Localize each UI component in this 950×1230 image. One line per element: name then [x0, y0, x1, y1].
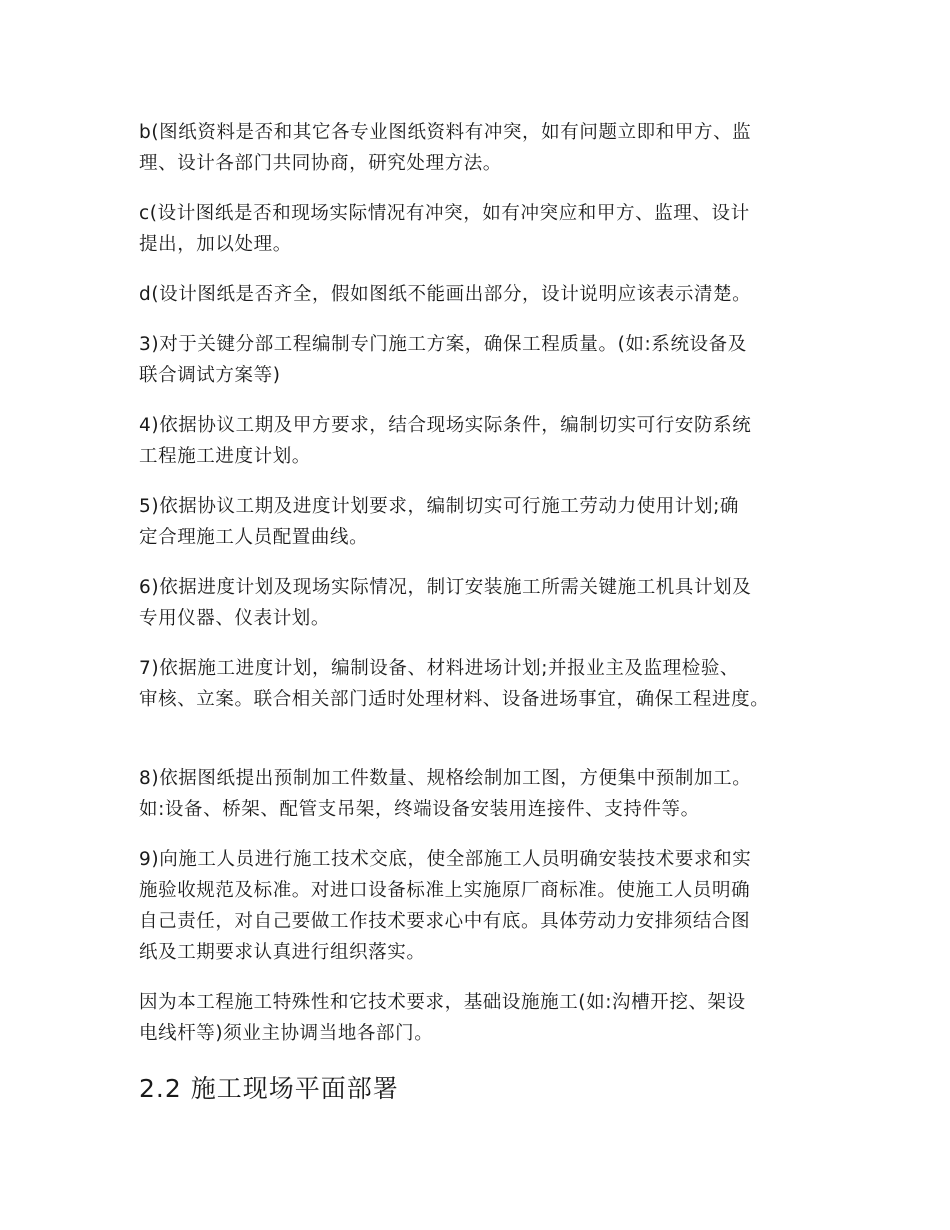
section-heading: 2.2 施工现场平面部署	[139, 1074, 399, 1103]
paragraph-line: 审核、立案。联合相关部门适时处理材料、设备进场事宜，确保工程进度。	[139, 689, 770, 710]
document-body	[139, 117, 829, 1107]
paragraph-line: 3)对于关键分部工程编制专门施工方案，确保工程质量。(如:系统设备及	[139, 334, 747, 355]
paragraph-line: 施验收规范及标准。对进口设备标准上实施原厂商标准。使施工人员明确	[139, 880, 751, 901]
paragraph-item-8	[139, 763, 829, 825]
paragraph-line: c(设计图纸是否和现场实际情况有冲突，如有冲突应和甲方、监理、设计	[139, 203, 750, 224]
paragraph-line: 专用仪器、仪表计划。	[139, 608, 331, 629]
paragraph-line: 纸及工期要求认真进行组织落实。	[139, 942, 426, 963]
paragraph-line: 理、设计各部门共同协商，研究处理方法。	[139, 153, 502, 174]
paragraph-item-6	[139, 572, 829, 634]
paragraph-line: 8)依据图纸提出预制加工件数量、规格绘制加工图，方便集中预制加工。	[139, 768, 752, 789]
paragraph-line: 定合理施工人员配置曲线。	[139, 527, 369, 548]
paragraph-item-3	[139, 329, 829, 391]
paragraph-item-4	[139, 410, 829, 472]
paragraph-line: 电线杆等)须业主协调当地各部门。	[139, 1023, 434, 1044]
paragraph-item-5	[139, 491, 829, 553]
paragraph-line: 6)依据进度计划及现场实际情况，制订安装施工所需关键施工机具计划及	[139, 577, 752, 598]
paragraph-line: 提出，加以处理。	[139, 234, 292, 255]
paragraph-line: 7)依据施工进度计划，编制设备、材料进场计划;并报业主及监理检验、	[139, 658, 740, 679]
paragraph-c	[139, 198, 829, 260]
paragraph-line: 因为本工程施工特殊性和它技术要求，基础设施施工(如:沟槽开挖、架设	[139, 992, 746, 1013]
paragraph-item-9	[139, 844, 829, 968]
paragraph-b	[139, 117, 829, 179]
paragraph-line: 联合调试方案等)	[139, 365, 281, 386]
paragraph-infrastructure	[139, 987, 829, 1049]
paragraph-line: b(图纸资料是否和其它各专业图纸资料有冲突，如有问题立即和甲方、监	[139, 122, 752, 143]
paragraph-line: 自己责任，对自己要做工作技术要求心中有底。具体劳动力安排须结合图	[139, 911, 751, 932]
paragraph-line: 4)依据协议工期及甲方要求，结合现场实际条件，编制切实可行安防系统	[139, 415, 752, 436]
paragraph-line: 工程施工进度计划。	[139, 446, 311, 467]
paragraph-line: d(设计图纸是否齐全，假如图纸不能画出部分，设计说明应该表示清楚。	[139, 284, 752, 305]
paragraph-item-7	[139, 653, 829, 715]
paragraph-line: 5)依据协议工期及进度计划要求，编制切实可行施工劳动力使用计划;确	[139, 496, 740, 517]
paragraph-line: 如:设备、桥架、配管支吊架，终端设备安装用连接件、支持件等。	[139, 799, 700, 820]
paragraph-line: 9)向施工人员进行施工技术交底，使全部施工人员明确安装技术要求和实	[139, 849, 752, 870]
paragraph-d	[139, 279, 829, 310]
